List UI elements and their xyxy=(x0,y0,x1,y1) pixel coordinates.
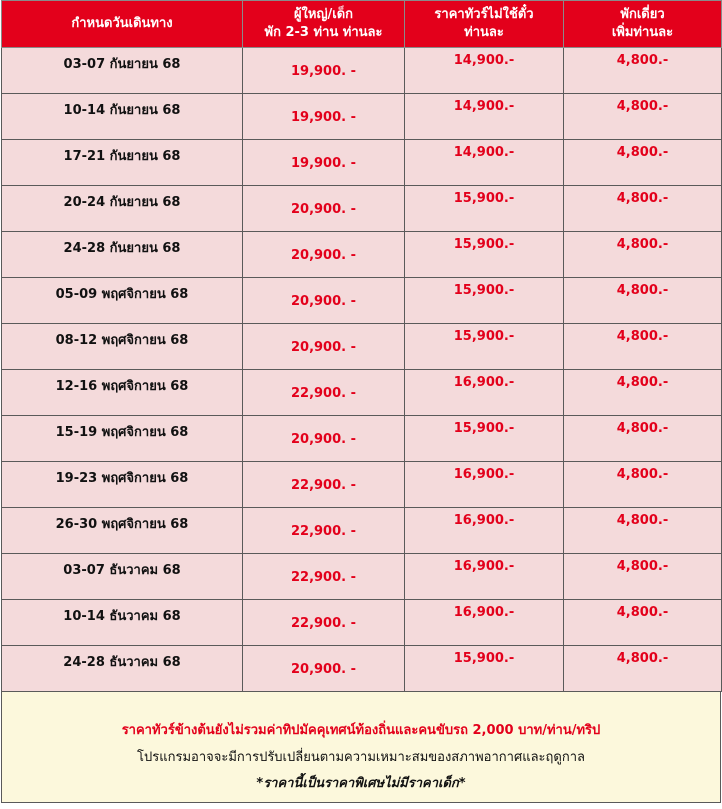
adult-price-cell xyxy=(243,232,405,278)
no-ticket-price-cell-value: 14,900.- xyxy=(453,145,515,160)
travel-date-cell-value: 24-28 กันยายน 68 xyxy=(63,241,181,256)
single-supplement-cell xyxy=(564,416,722,462)
no-ticket-price-cell xyxy=(405,508,564,554)
single-supplement-cell-value: 4,800.- xyxy=(616,145,669,160)
header-no-ticket-price xyxy=(405,1,564,48)
header-adult-line2: พัก 2-3 ท่าน ท่านละ xyxy=(264,25,383,40)
adult-price-cell xyxy=(243,508,405,554)
single-supplement-cell xyxy=(564,508,722,554)
single-supplement-cell xyxy=(564,278,722,324)
travel-date-cell xyxy=(2,416,243,462)
adult-price-cell-value: 22,900. - xyxy=(290,478,357,493)
no-ticket-price-cell xyxy=(405,554,564,600)
adult-price-cell xyxy=(243,554,405,600)
no-ticket-price-cell xyxy=(405,646,564,692)
single-supplement-cell xyxy=(564,370,722,416)
header-single-line2: เพิ่มท่านละ xyxy=(611,25,674,40)
table-row xyxy=(2,508,722,554)
adult-price-cell xyxy=(243,140,405,186)
adult-price-cell-value: 20,900. - xyxy=(290,340,357,355)
travel-date-cell-value: 26-30 พฤศจิกายน 68 xyxy=(55,517,189,532)
adult-price-cell-value: 20,900. - xyxy=(290,294,357,309)
no-ticket-price-cell-value: 16,900.- xyxy=(453,513,515,528)
note-special-price: *ราคานี้เป็นราคาพิเศษไม่มีราคาเด็ก* xyxy=(256,776,466,791)
note-tip-fee: ราคาทัวร์ข้างต้นยังไม่รวมค่าทิปมัคคุเทศน์ท้องถิ่นและคนขับรถ 2,000 บาท/ท่าน/ทริป xyxy=(121,723,601,738)
single-supplement-cell xyxy=(564,48,722,94)
travel-date-cell xyxy=(2,370,243,416)
adult-price-cell xyxy=(243,324,405,370)
no-ticket-price-cell xyxy=(405,600,564,646)
no-ticket-price-cell xyxy=(405,416,564,462)
adult-price-cell xyxy=(243,186,405,232)
single-supplement-cell xyxy=(564,140,722,186)
single-supplement-cell xyxy=(564,232,722,278)
travel-date-cell-value: 15-19 พฤศจิกายน 68 xyxy=(55,425,189,440)
travel-date-cell xyxy=(2,324,243,370)
travel-date-cell xyxy=(2,278,243,324)
single-supplement-cell xyxy=(564,94,722,140)
table-row xyxy=(2,646,722,692)
single-supplement-cell-value: 4,800.- xyxy=(616,375,669,390)
adult-price-cell xyxy=(243,462,405,508)
tour-price-table xyxy=(1,0,722,692)
table-row xyxy=(2,94,722,140)
adult-price-cell xyxy=(243,94,405,140)
no-ticket-price-cell xyxy=(405,324,564,370)
travel-date-cell-value: 03-07 กันยายน 68 xyxy=(63,57,181,72)
table-row xyxy=(2,370,722,416)
single-supplement-cell-value: 4,800.- xyxy=(616,559,669,574)
travel-date-cell-value: 12-16 พฤศจิกายน 68 xyxy=(55,379,189,394)
no-ticket-price-cell-value: 16,900.- xyxy=(453,605,515,620)
travel-date-cell xyxy=(2,508,243,554)
adult-price-cell-value: 22,900. - xyxy=(290,570,357,585)
single-supplement-cell-value: 4,800.- xyxy=(616,651,669,666)
travel-date-cell xyxy=(2,186,243,232)
no-ticket-price-cell-value: 16,900.- xyxy=(453,375,515,390)
header-noticket-line2: ท่านละ xyxy=(464,25,504,40)
travel-date-cell-value: 17-21 กันยายน 68 xyxy=(63,149,181,164)
no-ticket-price-cell xyxy=(405,462,564,508)
adult-price-cell-value: 20,900. - xyxy=(290,202,357,217)
no-ticket-price-cell-value: 15,900.- xyxy=(453,421,515,436)
no-ticket-price-cell-value: 15,900.- xyxy=(453,283,515,298)
travel-date-cell xyxy=(2,94,243,140)
single-supplement-cell xyxy=(564,600,722,646)
table-row xyxy=(2,600,722,646)
adult-price-cell-value: 19,900. - xyxy=(290,64,357,79)
single-supplement-cell xyxy=(564,554,722,600)
travel-date-cell xyxy=(2,48,243,94)
travel-date-cell xyxy=(2,232,243,278)
no-ticket-price-cell-value: 15,900.- xyxy=(453,329,515,344)
no-ticket-price-cell-value: 15,900.- xyxy=(453,237,515,252)
adult-price-cell-value: 20,900. - xyxy=(290,248,357,263)
adult-price-cell-value: 20,900. - xyxy=(290,662,357,677)
travel-date-cell xyxy=(2,554,243,600)
no-ticket-price-cell xyxy=(405,278,564,324)
single-supplement-cell-value: 4,800.- xyxy=(616,191,669,206)
travel-date-cell-value: 19-23 พฤศจิกายน 68 xyxy=(55,471,189,486)
no-ticket-price-cell xyxy=(405,370,564,416)
travel-date-cell-value: 05-09 พฤศจิกายน 68 xyxy=(55,287,189,302)
adult-price-cell-value: 22,900. - xyxy=(290,386,357,401)
adult-price-cell xyxy=(243,370,405,416)
no-ticket-price-cell xyxy=(405,232,564,278)
table-row xyxy=(2,554,722,600)
single-supplement-cell-value: 4,800.- xyxy=(616,283,669,298)
no-ticket-price-cell xyxy=(405,140,564,186)
single-supplement-cell-value: 4,800.- xyxy=(616,99,669,114)
table-row xyxy=(2,186,722,232)
single-supplement-cell xyxy=(564,186,722,232)
notes-box xyxy=(1,692,721,803)
adult-price-cell xyxy=(243,278,405,324)
single-supplement-cell-value: 4,800.- xyxy=(616,467,669,482)
single-supplement-cell xyxy=(564,462,722,508)
travel-date-cell-value: 10-14 กันยายน 68 xyxy=(63,103,181,118)
table-row xyxy=(2,324,722,370)
header-adult-line1: ผู้ใหญ่/เด็ก xyxy=(293,7,354,22)
single-supplement-cell-value: 4,800.- xyxy=(616,605,669,620)
single-supplement-cell-value: 4,800.- xyxy=(616,513,669,528)
header-single-supplement xyxy=(564,1,722,48)
table-row xyxy=(2,416,722,462)
price-table-container xyxy=(1,0,721,803)
travel-date-cell xyxy=(2,140,243,186)
note-program-change: โปรแกรมอาจจะมีการปรับเปลี่ยนตามความเหมาะสมของสภาพอากาศและฤดูกาล xyxy=(137,750,585,765)
header-adult-price xyxy=(243,1,405,48)
table-row xyxy=(2,140,722,186)
no-ticket-price-cell-value: 16,900.- xyxy=(453,559,515,574)
no-ticket-price-cell xyxy=(405,186,564,232)
table-row xyxy=(2,48,722,94)
header-single-line1: พักเดี่ยว xyxy=(620,7,665,22)
single-supplement-cell xyxy=(564,646,722,692)
table-header-row xyxy=(2,1,722,48)
travel-date-cell xyxy=(2,646,243,692)
travel-date-cell-value: 20-24 กันยายน 68 xyxy=(63,195,181,210)
table-row xyxy=(2,462,722,508)
no-ticket-price-cell-value: 15,900.- xyxy=(453,651,515,666)
adult-price-cell xyxy=(243,48,405,94)
adult-price-cell-value: 22,900. - xyxy=(290,616,357,631)
travel-date-cell xyxy=(2,462,243,508)
adult-price-cell-value: 19,900. - xyxy=(290,156,357,171)
single-supplement-cell xyxy=(564,324,722,370)
no-ticket-price-cell xyxy=(405,48,564,94)
single-supplement-cell-value: 4,800.- xyxy=(616,237,669,252)
no-ticket-price-cell-value: 15,900.- xyxy=(453,191,515,206)
adult-price-cell xyxy=(243,416,405,462)
single-supplement-cell-value: 4,800.- xyxy=(616,53,669,68)
table-row xyxy=(2,232,722,278)
adult-price-cell-value: 19,900. - xyxy=(290,110,357,125)
travel-date-cell-value: 08-12 พฤศจิกายน 68 xyxy=(55,333,189,348)
table-body xyxy=(2,48,722,692)
adult-price-cell-value: 22,900. - xyxy=(290,524,357,539)
single-supplement-cell-value: 4,800.- xyxy=(616,421,669,436)
no-ticket-price-cell-value: 14,900.- xyxy=(453,53,515,68)
travel-date-cell-value: 03-07 ธันวาคม 68 xyxy=(63,563,181,578)
adult-price-cell xyxy=(243,646,405,692)
no-ticket-price-cell xyxy=(405,94,564,140)
adult-price-cell xyxy=(243,600,405,646)
travel-date-cell-value: 10-14 ธันวาคม 68 xyxy=(63,609,181,624)
travel-date-cell-value: 24-28 ธันวาคม 68 xyxy=(63,655,181,670)
no-ticket-price-cell-value: 16,900.- xyxy=(453,467,515,482)
adult-price-cell-value: 20,900. - xyxy=(290,432,357,447)
header-noticket-line1: ราคาทัวร์ไม่ใช้ตั๋ว xyxy=(434,7,534,22)
travel-date-cell xyxy=(2,600,243,646)
header-date-label: กำหนดวันเดินทาง xyxy=(71,16,173,31)
no-ticket-price-cell-value: 14,900.- xyxy=(453,99,515,114)
table-row xyxy=(2,278,722,324)
header-travel-date xyxy=(2,1,243,48)
single-supplement-cell-value: 4,800.- xyxy=(616,329,669,344)
